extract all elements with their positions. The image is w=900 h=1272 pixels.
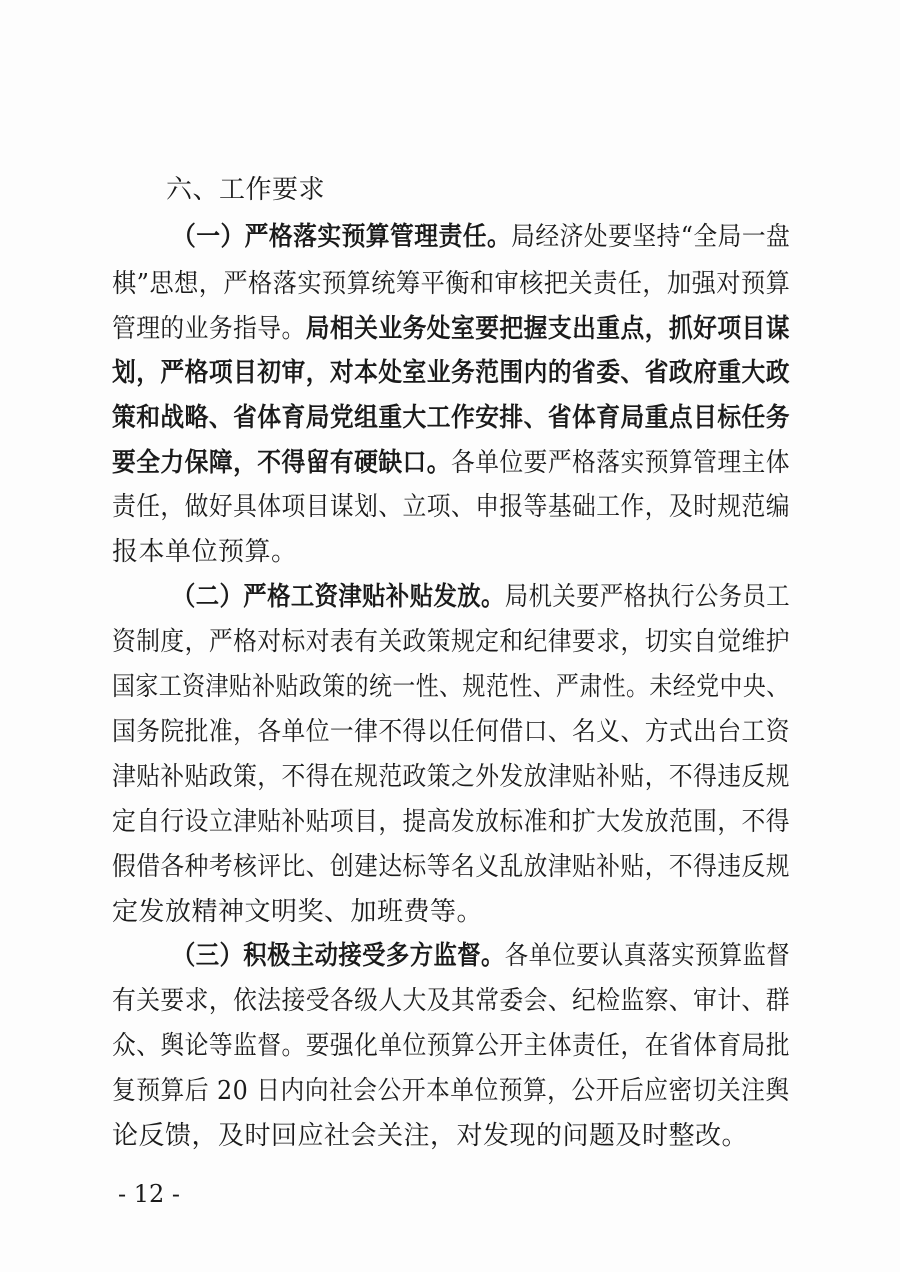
paragraph-1-line-7: 责任，做好具体项目谋划、立项、申报等基础工作，及时规范编 [112,492,790,522]
paragraph-1-text-plain: 管理的业务指导。 [112,314,306,344]
paragraph-1-line-4: 划，严格项目初审，对本处室业务范围内的省委、省政府重大政 [112,358,790,388]
paragraph-1-text-plain-2: 各单位要严格落实预算管理主体 [450,448,790,478]
paragraph-3-line-3: 众、舆论等监督。要强化单位预算公开主体责任，在省体育局批 [112,1031,790,1061]
paragraph-1-line-1 [172,222,790,252]
paragraph-3-line-5: 论反馈，及时回应社会关注，对发现的问题及时整改。 [112,1121,749,1151]
paragraph-2-line-4: 国务院批准，各单位一律不得以任何借口、名义、方式出台工资 [112,717,790,747]
paragraph-2-line-7: 假借各种考核评比、创建达标等名义乱放津贴补贴，不得违反规 [112,852,790,882]
section-heading: 六、工作要求 [166,175,326,205]
paragraph-3-line-4: 复预算后 20 日内向社会公开本单位预算，公开后应密切关注舆 [112,1076,790,1106]
paragraph-1-line-6 [112,448,790,478]
paragraph-2-line-8: 定发放精神文明奖、加班费等。 [112,897,484,927]
paragraph-1-line-5: 策和战略、省体育局党组重大工作安排、省体育局重点目标任务 [112,403,790,433]
paragraph-1-label: （一）严格落实预算管理责任。 [172,222,512,252]
paragraph-1-text-bold-end: 要全力保障，不得留有硬缺口。 [112,448,451,478]
paragraph-3-line-1 [172,941,790,971]
paragraph-3-label: （三）积极主动接受多方监督。 [172,941,505,971]
paragraph-1-line-2: 棋”思想，严格落实预算统筹平衡和审核把关责任，加强对预算 [112,269,791,299]
page-number: - 12 - [118,1180,181,1208]
paragraph-3-line-2: 有关要求，依法接受各级人大及其常委会、纪检监察、审计、群 [112,986,790,1016]
paragraph-2-line-5: 津贴补贴政策，不得在规范政策之外发放津贴补贴，不得违反规 [112,762,790,792]
paragraph-1-line-8: 报本单位预算。 [112,537,298,567]
paragraph-2-label: （二）严格工资津贴补贴发放。 [172,582,505,612]
paragraph-2-line-2: 资制度，严格对标对表有关政策规定和纪律要求，切实自觉维护 [112,627,790,657]
paragraph-2-line-3: 国家工资津贴补贴政策的统一性、规范性、严肃性。未经党中央、 [112,672,790,702]
paragraph-1-text-bold: 局相关业务处室要把握支出重点，抓好项目谋 [305,314,790,344]
paragraph-2-text: 局机关要严格执行公务员工 [504,582,791,612]
paragraph-1-line-3 [112,314,790,344]
paragraph-2-line-6: 定自行设立津贴补贴项目，提高发放标准和扩大发放范围，不得 [112,807,790,837]
paragraph-2-line-1 [172,582,790,612]
paragraph-1-text: 局经济处要坚持“全局一盘 [511,222,791,252]
paragraph-3-text: 各单位要认真落实预算监督 [504,941,791,971]
